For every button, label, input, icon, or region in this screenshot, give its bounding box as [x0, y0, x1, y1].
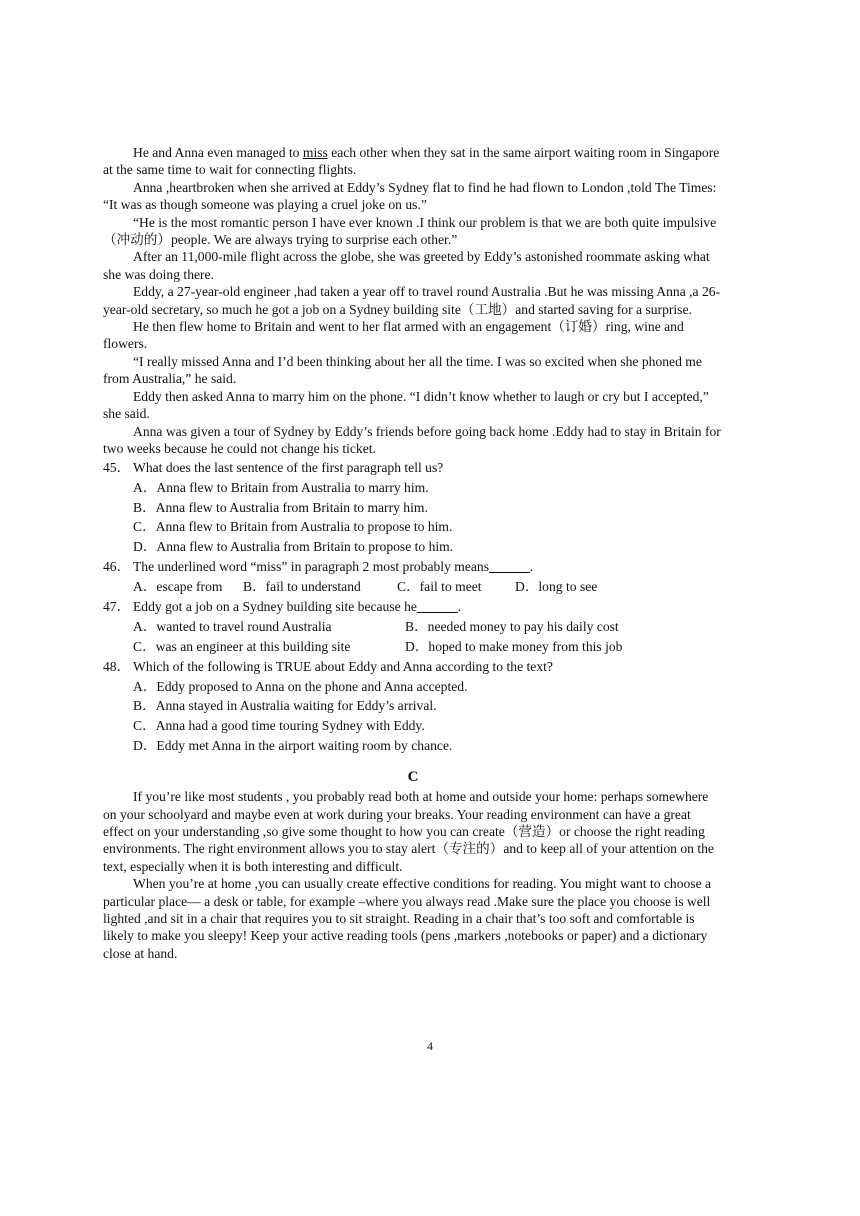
question-number: 45． — [103, 460, 131, 476]
option-b[interactable]: B．Anna stayed in Australia waiting for Eddy’s arrival. — [133, 698, 437, 714]
question-stem: Which of the following is TRUE about Eddy and Anna according to the text? — [133, 659, 553, 675]
passage-c — [103, 788, 723, 962]
question-number: 46． — [103, 559, 131, 575]
question-number: 48． — [103, 659, 131, 675]
passage-c-paragraph-1: If you’re like most students , you probably read both at home and outside your home: perhaps somewhere on your schoolyard and maybe even at work during your breaks. Your reading environment can have a great effect on your understanding ,so give some thought to how you can create（营造）or choose the right reading environments. The right environment allows you to stay alert（专注的）and to keep all of your attention on the text, especially when it is both interesting and difficult. — [103, 789, 714, 874]
passage-b-paragraph-3: “He is the most romantic person I have ever known .I think our problem is that we are both quite impulsive（冲动的）people. We are always trying to surprise each other.” — [103, 214, 717, 248]
option-b[interactable]: B．fail to understand — [243, 578, 361, 594]
option-b[interactable]: B．Anna flew to Australia from Britain to marry him. — [133, 499, 428, 515]
question-number: 47． — [103, 599, 131, 615]
passage-b-paragraph-5: Eddy, a 27-year-old engineer ,had taken a year off to travel round Australia .But he was missing Anna ,a 26-year-old secretary, so much he got a job on a Sydney building site（工地）and started saving for a surprise. — [103, 284, 721, 317]
option-b[interactable]: B．needed money to pay his daily cost — [405, 619, 619, 635]
passage-b-paragraph-6: He then flew home to Britain and went to her flat armed with an engagement（订婚）ring, wine and flowers. — [103, 319, 684, 352]
passage-b-paragraph-9: Anna was given a tour of Sydney by Eddy’s friends before going back home .Eddy had to stay in Britain for two weeks because he could not change his ticket. — [103, 423, 721, 456]
question-stem: The underlined word “miss” in paragraph 2 most probably means — [133, 559, 489, 575]
passage-c-paragraph-2: When you’re at home ,you can usually create effective conditions for reading. You might want to choose a particular place— a desk or table, for example –where you always read .Make sure the place you choose is well lighted ,and sit in a chair that requires you to sit straight. Reading in a chair that’s too soft and comfortable is likely to make you sleepy! Keep your active reading tools (pens ,markers ,notebooks or paper) and a dictionary close at hand. — [103, 876, 712, 961]
answer-blank: ______ — [489, 559, 530, 575]
passage-b-paragraph-1: He and Anna even managed to miss each other when they sat in the same airport waiting room in Singapore at the same time to wait for connecting flights. — [103, 145, 720, 178]
option-d[interactable]: D．long to see — [515, 578, 598, 594]
question-stem: What does the last sentence of the first paragraph tell us? — [133, 460, 444, 476]
passage-b-paragraph-8: Eddy then asked Anna to marry him on the phone. “I didn’t know whether to laugh or cry but I accepted,” she said. — [103, 388, 709, 422]
question-48 — [103, 657, 723, 755]
option-a[interactable]: A．escape from — [133, 578, 223, 594]
passage-b — [103, 144, 723, 457]
section-title-c: C — [407, 769, 419, 786]
option-a[interactable]: A．Eddy proposed to Anna on the phone and Anna accepted. — [133, 678, 468, 694]
question-45 — [103, 458, 723, 556]
exam-page — [103, 144, 723, 962]
question-stem: Eddy got a job on a Sydney building site because he — [133, 599, 417, 615]
option-a[interactable]: A．Anna flew to Britain from Australia to marry him. — [133, 479, 429, 495]
option-a[interactable]: A．wanted to travel round Australia — [133, 619, 332, 635]
option-c[interactable]: C．fail to meet — [397, 578, 482, 594]
option-d[interactable]: D．Anna flew to Australia from Britain to propose to him. — [133, 538, 454, 554]
options-row — [103, 577, 723, 597]
option-c[interactable]: C．Anna had a good time touring Sydney with Eddy. — [133, 718, 425, 734]
question-47: 47． Eddy got a job on a Sydney building site because he______. A．wanted to travel round Australia B．needed money to pay his daily cost C．was an engineer at this building site D．hoped to make money from this job — [103, 597, 723, 656]
underlined-word-miss: miss — [302, 145, 328, 160]
answer-blank: ______ — [416, 599, 458, 615]
option-c[interactable]: C．was an engineer at this building site — [133, 638, 351, 654]
passage-b-paragraph-2: Anna ,heartbroken when she arrived at Eddy’s Sydney flat to find he had flown to London ,told The Times: “It was as though someone was playing a cruel joke on us.” — [103, 179, 717, 213]
passage-b-paragraph-7: “I really missed Anna and I’d been thinking about her all the time. I was so excited when she phoned me from Australia,” he said. — [103, 353, 702, 387]
passage-b-paragraph-4: After an 11,000-mile flight across the globe, she was greeted by Eddy’s astonished roommate asking what she was doing there. — [103, 249, 710, 282]
option-d[interactable]: D．hoped to make money from this job — [405, 638, 623, 654]
question-46: 46． The underlined word “miss” in paragraph 2 most probably means______. A．escape from B．fail to understand C．fail to meet D．long to see — [103, 557, 723, 596]
option-d[interactable]: D．Eddy met Anna in the airport waiting room by chance. — [133, 737, 453, 753]
option-c[interactable]: C．Anna flew to Britain from Australia to propose to him. — [133, 519, 453, 535]
options-grid — [103, 617, 723, 656]
page-number: 4 — [427, 1039, 433, 1053]
